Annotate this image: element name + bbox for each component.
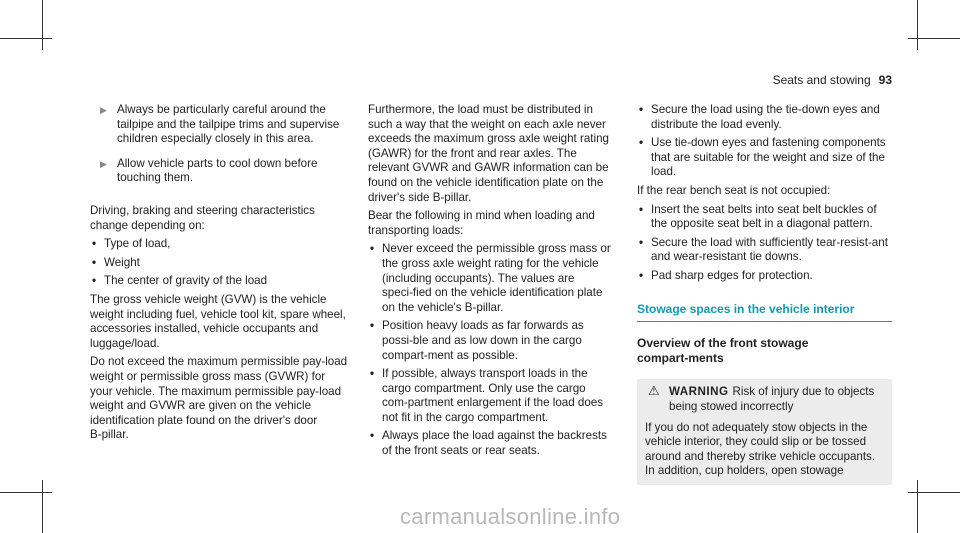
section-title: Stowage spaces in the vehicle interior — [637, 302, 892, 323]
list-item: • Secure the load with sufficiently tear‑resist‑ant and wear‑resistant tie downs. — [639, 235, 888, 264]
crop-mark-bottom-left-h — [0, 492, 52, 493]
list-item: • Always place the load against the backrests of the front seats or rear seats. — [370, 429, 607, 458]
section-name: Seats and stowing — [772, 73, 871, 87]
bullet-list — [90, 237, 348, 289]
watermark: carmanualsonline.info — [400, 504, 621, 529]
page-number: 93 — [878, 73, 892, 87]
play-arrow-icon: ▶ — [100, 158, 107, 169]
crop-mark-top-left-v — [42, 0, 43, 50]
list-item: • Type of load, — [92, 237, 171, 251]
arrow-item: ▶ Always be particularly careful around the tailpipe and the tailpipe trims and supervise children especially closely in this area. — [100, 103, 340, 146]
list-item: • If possible, always transport loads in the cargo compartment. Only use the cargo com‑partment enlargement if the load does not fit in the cargo compartment. — [370, 367, 604, 424]
warning-label: WARNING — [669, 385, 729, 399]
paragraph: Bear the following in mind when loading and transporting loads: — [368, 209, 595, 237]
list-item: • Use tie‑down eyes and fastening components that are suitable for the weight and size of the load. — [639, 136, 886, 179]
list-item: • Pad sharp edges for protection. — [639, 268, 813, 282]
crop-mark-top-right-h — [908, 38, 960, 39]
warning-body: If you do not adequately stow objects in the vehicle interior, they could slip or be tossed around and thereby strike vehicle occupants. In addition, cup holders, open stowage — [645, 420, 876, 478]
column-1 — [90, 103, 348, 447]
crop-mark-top-left-h — [0, 38, 52, 39]
list-item: • Never exceed the permissible gross mass or the gross axle weight rating for the vehicle (including occupants). The values are speci‑fied on the vehicle identification plate on the vehicle's B‑pillar. — [370, 242, 611, 314]
subsection-title: Overview of the front stowage compart‑ments — [637, 336, 809, 365]
play-arrow-icon: ▶ — [100, 105, 107, 115]
column-3 — [637, 103, 892, 485]
arrow-item: ▶ Allow vehicle parts to cool down before touching them. — [100, 156, 318, 185]
bullet-list — [637, 103, 892, 180]
list-item: • Insert the seat belts into seat belt buckles of the opposite seat belt in a diagonal pattern. — [639, 202, 877, 231]
crop-mark-top-right-v — [917, 0, 918, 50]
list-item: • Position heavy loads as far forwards as possi‑ble and as low down in the cargo compart‑ment as possible. — [370, 319, 584, 362]
warning-header — [645, 385, 884, 414]
list-item: • The center of gravity of the load — [92, 274, 268, 288]
column-2 — [368, 103, 618, 463]
paragraph: Driving, braking and steering characteristics change depending on: — [90, 203, 315, 232]
warning-triangle-icon: ⚠ — [648, 383, 660, 399]
warning-headline: Risk of injury due to objects being stowed incorrectly — [669, 385, 875, 413]
crop-mark-bottom-right-v — [917, 480, 918, 533]
bullet-list — [368, 242, 618, 458]
warning-box — [637, 379, 892, 485]
list-item: • Weight — [92, 255, 140, 269]
crop-mark-bottom-left-v — [42, 480, 43, 533]
paragraph: The gross vehicle weight (GVW) is the vehicle weight including fuel, vehicle tool kit, spare wheel, accessories installed, vehicle occupants and luggage/load. — [90, 292, 346, 350]
bullet-list — [637, 203, 892, 284]
list-item: • Secure the load using the tie‑down eyes and distribute the load evenly. — [639, 103, 880, 131]
page-header — [773, 73, 892, 87]
paragraph: Furthermore, the load must be distributed in such a way that the weight on each axle never exceeds the maximum gross axle weight rating (GAWR) for the front and rear axles. The relevant GVWR and GAWR information can be found on the vehicle identification plate on the driver's side B‑pillar. — [368, 103, 610, 204]
paragraph: If the rear bench seat is not occupied: — [637, 183, 831, 197]
crop-mark-bottom-right-h — [908, 492, 960, 493]
paragraph: Do not exceed the maximum permissible pay‑load weight or permissible gross mass (GVWR) for your vehicle. The maximum permissible pay‑load weight and GVWR are given on the vehicle identification plate found on the driver's door B‑pillar. — [90, 355, 348, 442]
